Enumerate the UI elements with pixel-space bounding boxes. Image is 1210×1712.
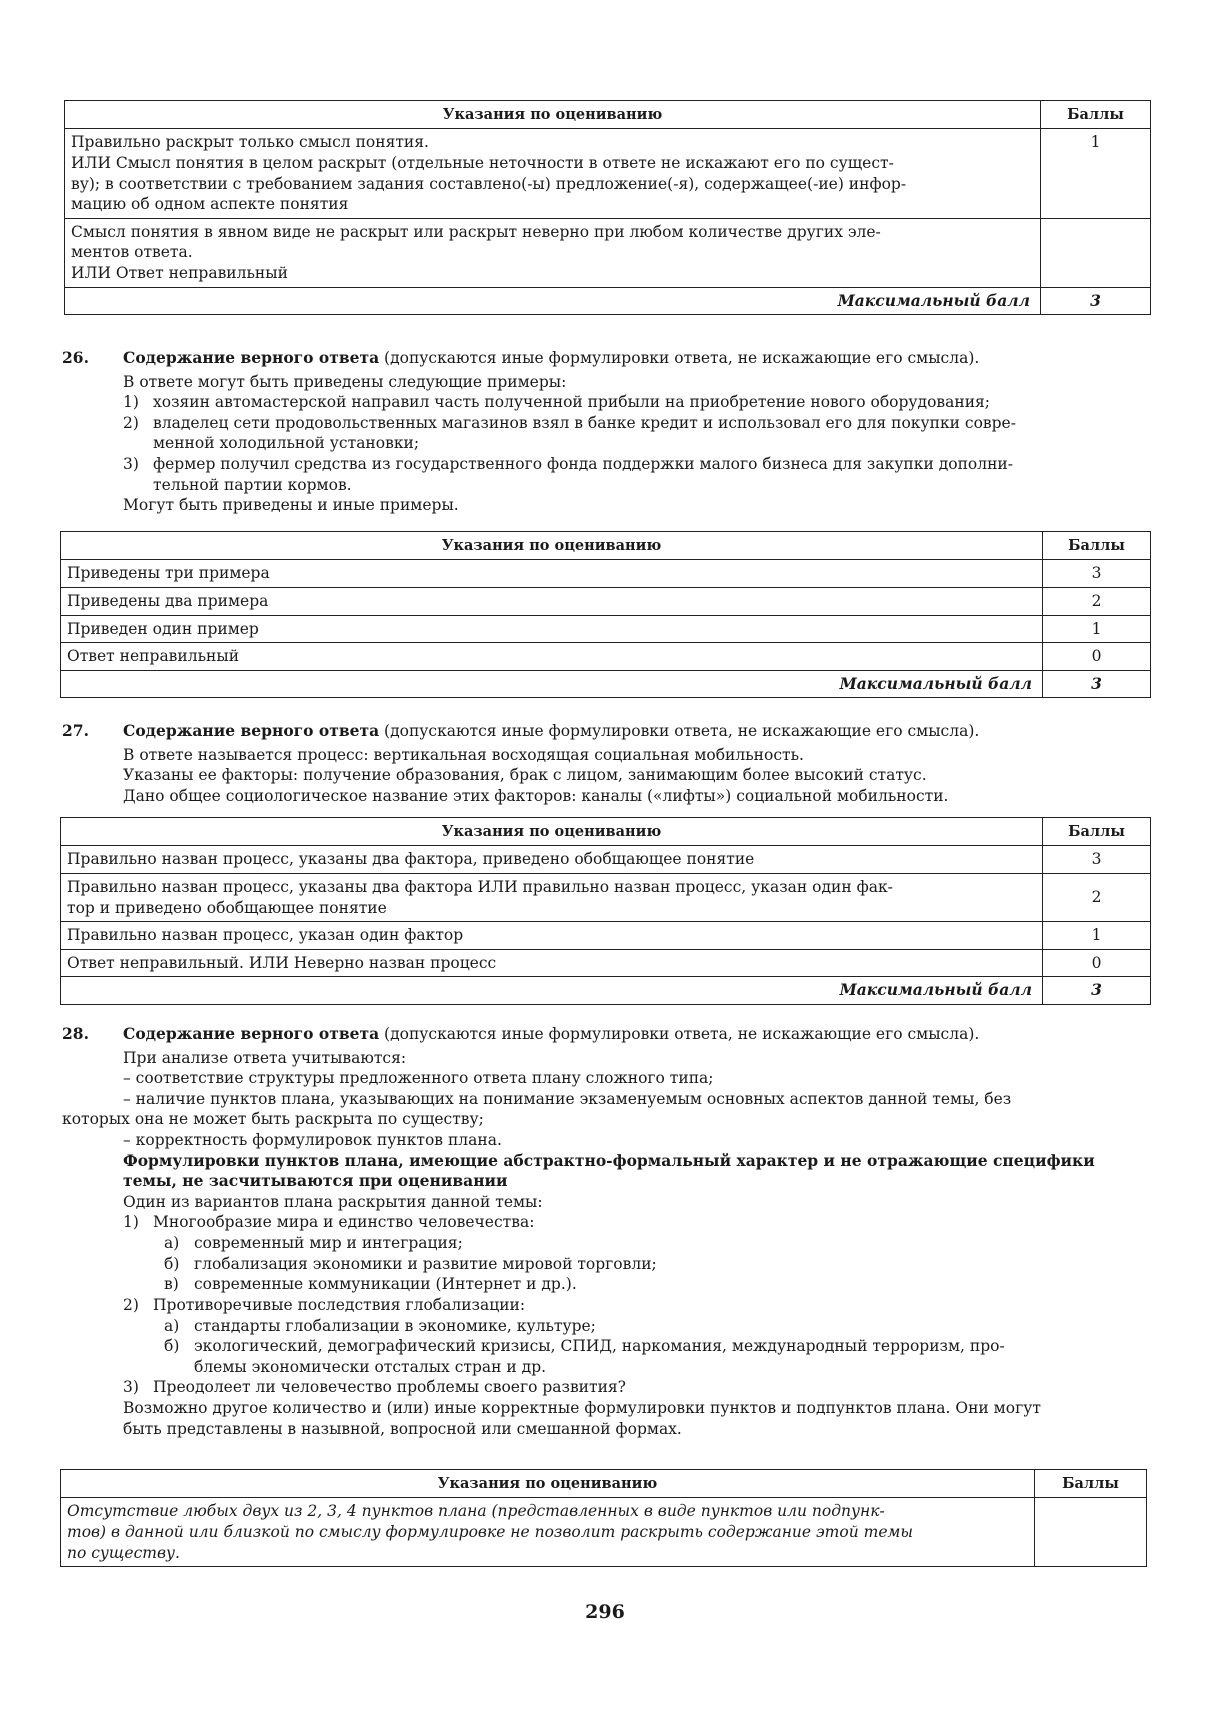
list-item xyxy=(123,454,1150,495)
page-number: 296 xyxy=(585,1601,625,1623)
table-header-row xyxy=(65,101,1151,129)
outro-line: Возможно другое количество и (или) иные корректные формулировки пунктов и подпунктов плана. Они могут xyxy=(123,1398,1041,1417)
cell-line: ментов ответа. xyxy=(71,243,193,262)
criteria-cell: Приведены три примера xyxy=(61,560,1043,588)
plan-subitem xyxy=(164,1254,1150,1275)
points-cell xyxy=(1035,1498,1147,1567)
criteria-line: – соответствие структуры предложенного ответа плану сложного типа; xyxy=(123,1069,714,1088)
criteria-line: которых она не может быть раскрыта по существу; xyxy=(62,1110,484,1129)
intro-text: При анализе ответа учитываются: xyxy=(123,1048,407,1067)
list-marker: 3) xyxy=(123,455,139,474)
list-item xyxy=(123,413,1150,454)
criteria-cell: Ответ неправильный xyxy=(61,643,1043,671)
subitem-marker: а) xyxy=(164,1316,180,1335)
max-score-value: 3 xyxy=(1041,287,1151,315)
answer-line: Дано общее социологическое название этих факторов: каналы («лифты») социальной мобильности. xyxy=(123,786,949,805)
outro-text: Могут быть приведены и иные примеры. xyxy=(123,496,459,515)
table-row xyxy=(61,615,1151,643)
subitem-text: современные коммуникации (Интернет и др.). xyxy=(194,1275,577,1294)
criteria-cell: Приведены два примера xyxy=(61,587,1043,615)
subitem-text: стандарты глобализации в экономике, культуре; xyxy=(194,1316,596,1335)
cell-line: Правильно назван процесс, указаны два фактора ИЛИ правильно назван процесс, указан один фак- xyxy=(67,877,893,896)
question-28 xyxy=(62,1024,1150,1439)
criteria-line: – наличие пунктов плана, указывающих на понимание экзаменуемым основных аспектов данной темы, без xyxy=(123,1089,1012,1108)
plan-subitem xyxy=(164,1233,1150,1254)
list-item xyxy=(123,392,1150,413)
points-cell: 3 xyxy=(1043,846,1151,874)
plan-intro: Один из вариантов плана раскрытия данной темы: xyxy=(123,1192,543,1211)
grading-table-25 xyxy=(64,100,1151,315)
plan-item xyxy=(123,1212,1150,1233)
warning-line: Формулировки пунктов плана, имеющие абстрактно-формальный характер и не отражающие специфики xyxy=(123,1150,1095,1170)
points-header: Баллы xyxy=(1035,1470,1147,1498)
max-score-row xyxy=(65,287,1151,315)
outro-line: быть представлены в назывной, вопросной или смешанной формах. xyxy=(123,1419,682,1438)
cell-line: Смысл понятия в явном виде не раскрыт или раскрыт неверно при любом количестве других эле- xyxy=(71,222,881,241)
cell-line: ИЛИ Ответ неправильный xyxy=(71,263,288,282)
criteria-cell: Приведен один пример xyxy=(61,615,1043,643)
table-row xyxy=(65,218,1151,287)
points-header: Баллы xyxy=(1041,101,1151,129)
answer-lead-bold: Содержание верного ответа xyxy=(123,1024,380,1043)
item-line: менной холодильной установки; xyxy=(153,434,420,453)
points-cell: 2 xyxy=(1043,873,1151,921)
points-cell: 1 xyxy=(1043,615,1151,643)
question-heading xyxy=(62,1024,1150,1045)
criteria-cell xyxy=(61,873,1043,921)
item-line: фермер получил средства из государственного фонда поддержки малого бизнеса для закупки дополни- xyxy=(153,455,1013,474)
table-row xyxy=(61,846,1151,874)
criteria-cell xyxy=(61,1498,1035,1567)
item-line: владелец сети продовольственных магазинов взял в банке кредит и использовал его для покупки совре- xyxy=(153,413,1016,432)
max-score-label: Максимальный балл xyxy=(65,287,1041,315)
cell-line: Правильно раскрыт только смысл понятия. xyxy=(71,133,429,152)
outro-text xyxy=(123,1398,1150,1439)
criteria-header: Указания по оцениванию xyxy=(61,1470,1035,1498)
question-number: 27. xyxy=(62,721,89,740)
max-score-row xyxy=(61,670,1151,698)
subitem-text: экологический, демографический кризисы, СПИД, наркомания, международный терроризм, про- xyxy=(194,1337,1005,1356)
points-cell: 3 xyxy=(1043,560,1151,588)
plan-item xyxy=(123,1377,1150,1398)
warning-text xyxy=(123,1151,1150,1192)
cell-line: Отсутствие любых двух из 2, 3, 4 пунктов плана (представленных в виде пунктов или подпунк- xyxy=(67,1502,885,1521)
subitem-marker: б) xyxy=(164,1337,180,1356)
points-cell: 0 xyxy=(1043,643,1151,671)
cell-line: тор и приведено обобщающее понятие xyxy=(67,898,387,917)
table-row xyxy=(65,129,1151,218)
max-score-value: 3 xyxy=(1043,670,1151,698)
table-row xyxy=(61,643,1151,671)
table-header-row xyxy=(61,1470,1147,1498)
points-cell xyxy=(1041,218,1151,287)
answer-line: В ответе называется процесс: вертикальная восходящая социальная мобильность. xyxy=(123,745,804,764)
table-row xyxy=(61,949,1151,977)
grading-table-28 xyxy=(60,1469,1147,1567)
cell-line: ву); в соответствии с требованием задания составлено(-ы) предложение(-я), содержащее(-ие) инфор- xyxy=(71,174,907,193)
plan-marker: 1) xyxy=(123,1213,139,1232)
answer-lead-bold: Содержание верного ответа xyxy=(123,721,380,740)
criteria-cell xyxy=(65,129,1041,218)
plan-text: Противоречивые последствия глобализации: xyxy=(153,1295,526,1314)
plan-text: Преодолеет ли человечество проблемы своего развития? xyxy=(153,1378,626,1397)
answer-lead-rest: (допускаются иные формулировки ответа, не искажающие его смысла). xyxy=(379,349,980,367)
question-27 xyxy=(62,721,1150,806)
points-cell: 0 xyxy=(1043,949,1151,977)
max-score-row xyxy=(61,977,1151,1005)
table-row xyxy=(61,560,1151,588)
subitem-marker: в) xyxy=(164,1275,179,1294)
points-header: Баллы xyxy=(1043,818,1151,846)
cell-line: по существу. xyxy=(67,1543,180,1562)
plan-marker: 2) xyxy=(123,1295,139,1314)
table-row xyxy=(61,1498,1147,1567)
plan-item xyxy=(123,1295,1150,1316)
grading-table-27 xyxy=(60,817,1151,1005)
criteria-cell: Ответ неправильный. ИЛИ Неверно назван процесс xyxy=(61,949,1043,977)
cell-line: мацию об одном аспекте понятия xyxy=(71,195,349,214)
points-cell: 2 xyxy=(1043,587,1151,615)
list-marker: 1) xyxy=(123,393,139,412)
points-cell: 1 xyxy=(1041,129,1151,218)
grading-table-26 xyxy=(60,531,1151,698)
subitem-text: современный мир и интеграция; xyxy=(194,1234,463,1253)
table-row xyxy=(61,873,1151,921)
subitem-marker: б) xyxy=(164,1254,180,1273)
answer-lead-rest: (допускаются иные формулировки ответа, не искажающие его смысла). xyxy=(379,722,980,740)
question-heading xyxy=(62,348,1150,369)
table-header-row xyxy=(61,532,1151,560)
plan-marker: 3) xyxy=(123,1378,139,1397)
cell-line: тов) в данной или близкой по смыслу формулировке не позволит раскрыть содержание этой темы xyxy=(67,1522,913,1541)
item-line: хозяин автомастерской направил часть полученной прибыли на приобретение нового оборудования; xyxy=(153,393,991,412)
max-score-value: 3 xyxy=(1043,977,1151,1005)
max-score-label: Максимальный балл xyxy=(61,670,1043,698)
list-marker: 2) xyxy=(123,413,139,432)
points-header: Баллы xyxy=(1043,532,1151,560)
criteria-cell: Правильно назван процесс, указан один фактор xyxy=(61,922,1043,950)
table-row xyxy=(61,587,1151,615)
table-header-row xyxy=(61,818,1151,846)
answer-line: Указаны ее факторы: получение образования, брак с лицом, занимающим более высокий статус. xyxy=(123,766,927,785)
criteria-header: Указания по оцениванию xyxy=(65,101,1041,129)
plan-text: Многообразие мира и единство человечества: xyxy=(153,1213,535,1232)
criteria-header: Указания по оцениванию xyxy=(61,532,1043,560)
answer-lead-bold: Содержание верного ответа xyxy=(123,348,380,367)
question-number: 26. xyxy=(62,348,89,367)
criteria-cell xyxy=(65,218,1041,287)
points-cell: 1 xyxy=(1043,922,1151,950)
cell-line: ИЛИ Смысл понятия в целом раскрыт (отдельные неточности в ответе не искажают его по сущест- xyxy=(71,153,894,172)
question-26 xyxy=(62,348,1150,516)
answer-lead-rest: (допускаются иные формулировки ответа, не искажающие его смысла). xyxy=(379,1025,980,1043)
intro-text: В ответе могут быть приведены следующие примеры: xyxy=(123,372,567,391)
max-score-label: Максимальный балл xyxy=(61,977,1043,1005)
table-row xyxy=(61,922,1151,950)
warning-line: темы, не засчитываются при оценивании xyxy=(123,1171,508,1191)
plan-subitem xyxy=(164,1316,1150,1337)
item-line: тельной партии кормов. xyxy=(153,475,352,494)
plan-subitem xyxy=(164,1336,1150,1377)
question-heading xyxy=(62,721,1150,742)
subitem-text: глобализация экономики и развитие мировой торговли; xyxy=(194,1254,657,1273)
criteria-line: – корректность формулировок пунктов плана. xyxy=(123,1131,502,1150)
subitem-text: блемы экономически отсталых стран и др. xyxy=(194,1357,547,1376)
criteria-header: Указания по оцениванию xyxy=(61,818,1043,846)
plan-subitem xyxy=(164,1274,1150,1295)
question-number: 28. xyxy=(62,1024,89,1043)
criteria-cell: Правильно назван процесс, указаны два фактора, приведено обобщающее понятие xyxy=(61,846,1043,874)
subitem-marker: а) xyxy=(164,1234,180,1253)
